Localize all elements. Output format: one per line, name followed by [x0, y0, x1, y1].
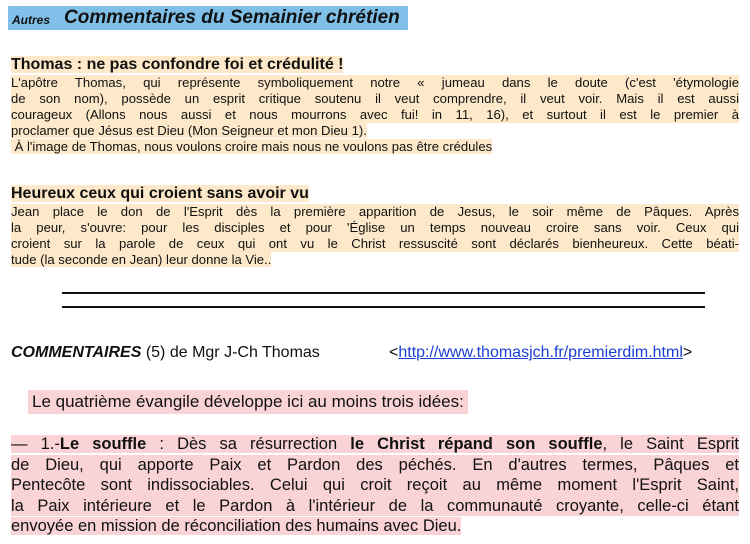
heureux-line: tude (la seconde en Jean) leur donne la Vie.. — [11, 252, 272, 267]
para-line: Pentecôte sont indissociables. Celui qui croit reçoit au même moment l'Esprit Saint, — [11, 476, 739, 494]
page-title: Commentaires du Semainier chrétien — [64, 7, 400, 28]
intro-text: Le quatrième évangile développe ici au moins trois idées: — [28, 390, 468, 414]
commentaires-author: (5) de Mgr J-Ch Thomas — [141, 344, 320, 361]
souffle-paragraph — [11, 434, 739, 537]
heureux-heading: Heureux ceux qui croient sans avoir vu — [11, 185, 309, 202]
thomas-block — [11, 56, 739, 155]
commentaires-label: COMMENTAIRES — [11, 344, 142, 361]
divider-top — [62, 292, 705, 294]
divider-bottom — [62, 306, 705, 308]
heureux-line: Jean place le don de l'Esprit dès la première apparition de Jesus, le soir même de Pâques. Après — [11, 204, 739, 219]
heureux-line: la peur, s'ouvre: pour les disciples et pour 'Église un temps nouveau croire sans voir. Ceux qui — [11, 220, 739, 235]
thomas-heading: Thomas : ne pas confondre foi et crédulité ! — [11, 56, 344, 73]
para-line: la Paix intérieure et le Pardon à l'intérieur de la communauté croyante, celle-ci étant — [11, 496, 739, 515]
thomas-line: proclamer que Jésus est Dieu (Mon Seigneur et mon Dieu 1). — [11, 123, 367, 138]
heureux-block — [11, 185, 739, 268]
section-header — [8, 6, 408, 30]
heureux-line: croient sur la parole de ceux qui ont vu le Christ ressuscité sont déclarés bienheureux. Cette béati- — [11, 236, 739, 251]
thomas-line: L'apôtre Thomas, qui représente symboliquement notre « jumeau dans le doute (c'est 'étymologie — [11, 75, 739, 90]
thomas-line: de son nom), possède un esprit critique soutenu il veut comprendre, il veut voir. Mais il est aussi — [11, 91, 739, 106]
link-close: > — [682, 344, 693, 361]
para-line: de Dieu, qui apporte Paix et Pardon des péchés. En d'autres termes, Pâques et — [11, 455, 739, 474]
para-text: : Dès sa résurrection — [146, 435, 351, 453]
para-line: envoyée en mission de réconciliation des humains avec Dieu. — [11, 517, 462, 535]
commentaires-line — [11, 344, 693, 362]
para-text: , le Saint Esprit — [602, 435, 739, 453]
para-bold-souffle: Le souffle — [59, 435, 147, 453]
source-link[interactable]: http://www.thomasjch.fr/premierdim.html — [398, 344, 683, 361]
para-bold-christ: le Christ répand son souffle — [350, 435, 603, 453]
section-label: Autres — [12, 13, 51, 27]
link-open: < — [389, 344, 399, 361]
thomas-line: À l'image de Thomas, nous voulons croire mais nous ne voulons pas être crédules — [11, 139, 493, 154]
para-prefix: — 1.- — [11, 435, 60, 453]
thomas-line: courageux (Allons nous aussi et nous mourrons avec fui! in 11, 16), et surtout il est le premier à — [11, 107, 739, 122]
